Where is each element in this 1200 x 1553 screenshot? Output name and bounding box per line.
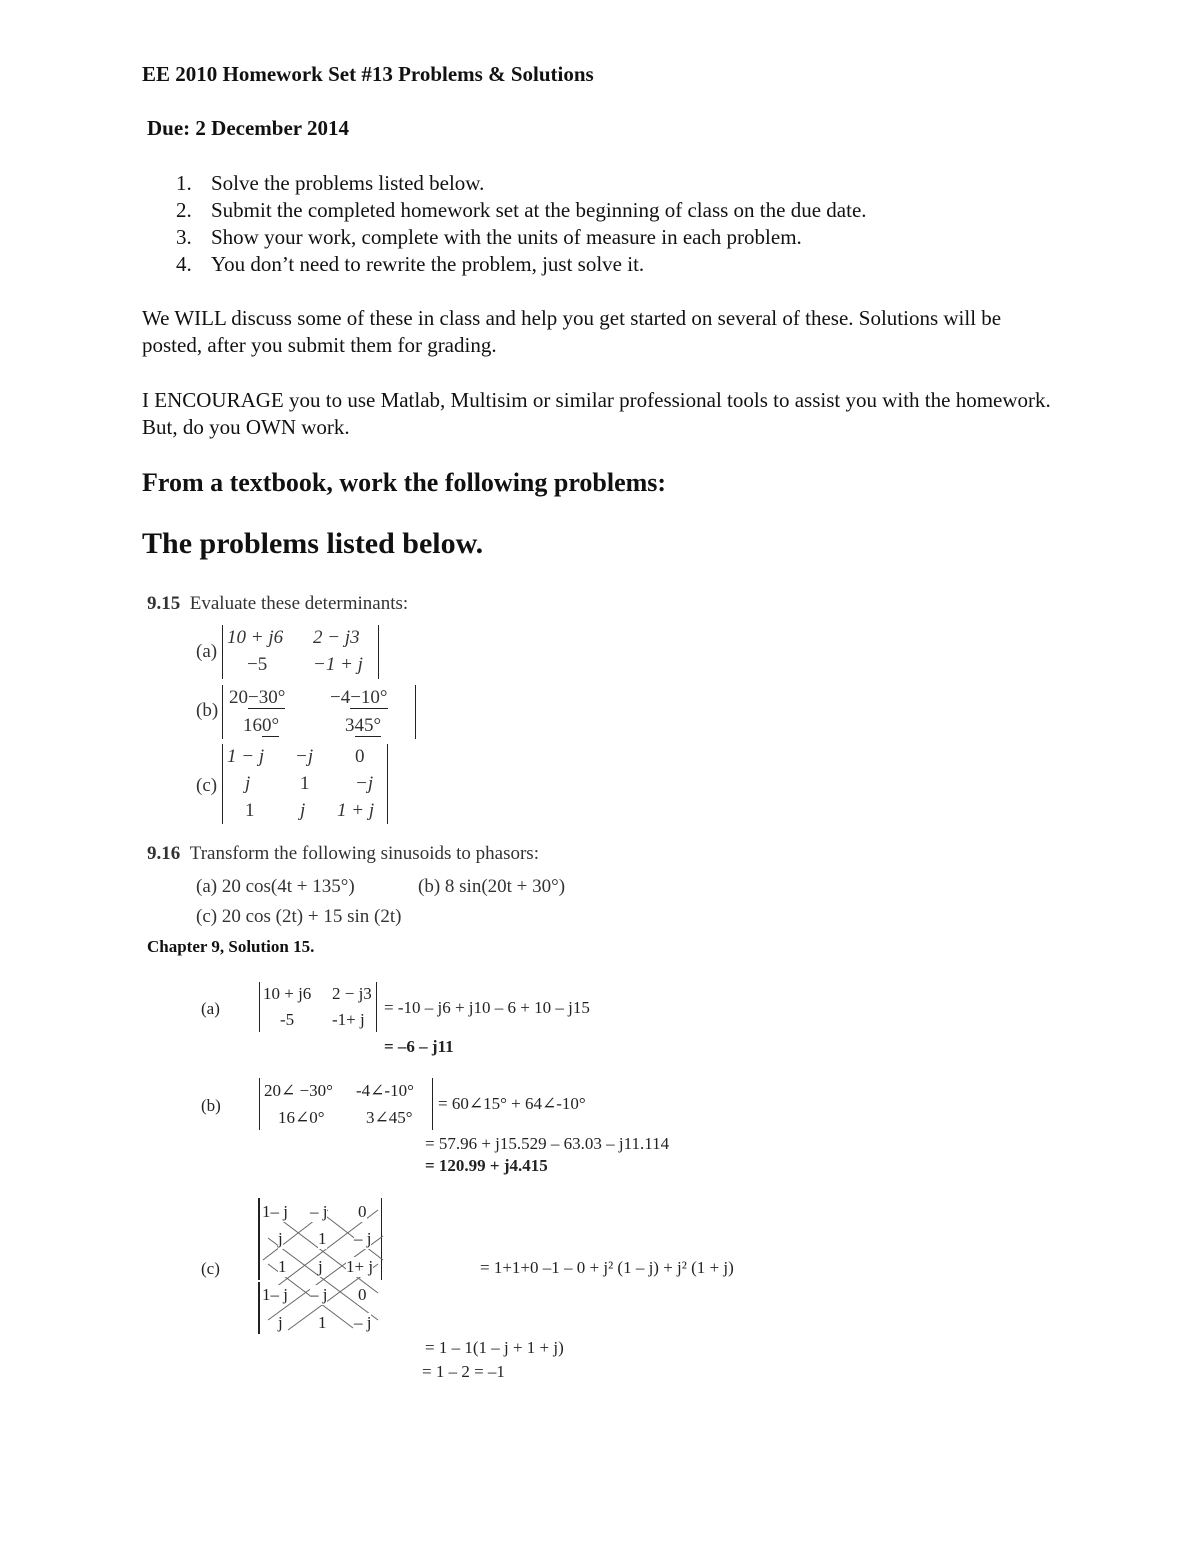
problem-text: Transform the following sinusoids to phasors:: [189, 843, 539, 864]
matrix-cell: 3∠45°: [366, 1108, 413, 1127]
list-item: [176, 170, 867, 197]
problem-9-15: [147, 593, 408, 615]
matrix-cell: [229, 687, 285, 709]
part-label: (b): [196, 700, 219, 721]
angle: 45°: [354, 715, 382, 736]
matrix-cell: – j: [310, 1202, 328, 1221]
angle: −10°: [350, 687, 388, 708]
solution-result: = 1 – 2 = –1: [422, 1362, 505, 1381]
angle: −30°: [248, 687, 286, 708]
item-text: You don’t need to rewrite the problem, just solve it.: [211, 252, 645, 276]
matrix-cell: 0: [358, 1285, 367, 1304]
magnitude: 20: [229, 687, 248, 708]
matrix-cell: 2 − j3: [332, 984, 372, 1003]
matrix-cell: j: [245, 773, 251, 794]
magnitude: −4: [330, 687, 351, 708]
problems-heading: The problems listed below.: [142, 527, 484, 560]
magnitude: 16: [243, 715, 262, 736]
problem-number: 9.15: [147, 593, 181, 614]
matrix-cell: j: [278, 1313, 283, 1332]
page-title: EE 2010 Homework Set #13 Problems & Solutions: [142, 62, 594, 86]
tools-paragraph: I ENCOURAGE you to use Matlab, Multisim or similar professional tools to assist you with the homework. But, do you OWN work.: [142, 388, 1051, 439]
solution-line: = 57.96 + j15.529 – 63.03 – j11.114: [425, 1134, 670, 1153]
matrix-cell: 1: [300, 773, 310, 794]
part-a: (a) 20 cos(4t + 135°): [196, 876, 355, 897]
matrix-cell: 0: [355, 746, 365, 767]
due-date: Due: 2 December 2014: [147, 116, 349, 140]
matrix-cell: 10 + j6: [263, 984, 312, 1003]
part-label: (b): [201, 1096, 221, 1115]
matrix-cell: −j: [355, 773, 374, 794]
matrix-cell: 0: [358, 1202, 367, 1221]
matrix-cell: 2 − j3: [313, 627, 360, 648]
matrix-cell: −j: [295, 746, 314, 767]
matrix-cell: [243, 715, 279, 737]
matrix-cell: j: [318, 1257, 323, 1276]
matrix-cell: 1 + j: [337, 800, 375, 821]
matrix-cell: [330, 687, 388, 709]
matrix-cell: -5: [280, 1010, 295, 1029]
item-number: 4.: [176, 252, 192, 276]
item-number: 3.: [176, 225, 192, 249]
angle: 0°: [262, 715, 280, 736]
discussion-paragraph: We WILL discuss some of these in class and help you get started on several of these. Solutions will be posted, after you submit them for grading.: [142, 306, 1002, 357]
determinant-b: [222, 685, 416, 739]
matrix-cell: 16∠0°: [278, 1108, 325, 1127]
part-label: (a): [196, 641, 218, 662]
instruction-list: [176, 170, 867, 278]
solution-determinant-a: [259, 982, 377, 1032]
matrix-cell: – j: [354, 1229, 372, 1248]
list-item: [176, 224, 867, 251]
matrix-cell: 1: [278, 1257, 287, 1276]
matrix-cell: – j: [354, 1313, 372, 1332]
item-text: Show your work, complete with the units of measure in each problem.: [211, 225, 802, 249]
magnitude: 3: [345, 715, 355, 736]
solution-result: = 120.99 + j4.415: [425, 1156, 548, 1175]
solution-determinant-b: [259, 1078, 433, 1130]
determinant-c: [222, 744, 388, 824]
part-label: (c): [201, 1259, 220, 1278]
item-text: Submit the completed homework set at the beginning of class on the due date.: [211, 198, 867, 222]
matrix-cell: j: [278, 1229, 283, 1248]
matrix-cell: 1– j: [262, 1202, 288, 1221]
item-number: 2.: [176, 198, 192, 222]
textbook-heading: From a textbook, work the following problems:: [142, 468, 667, 497]
matrix-cell: j: [300, 800, 306, 821]
matrix-cell: 1: [245, 800, 255, 821]
matrix-cell: −5: [247, 654, 268, 675]
solution-determinant-c: [258, 1198, 388, 1338]
solution-result: = –6 – j11: [384, 1037, 454, 1056]
solution-line: = 60∠15° + 64∠-10°: [438, 1094, 586, 1113]
matrix-cell: 1+ j: [346, 1257, 374, 1276]
solution-line: = -10 – j6 + j10 – 6 + 10 – j15: [384, 998, 590, 1017]
matrix-cell: 1 − j: [227, 746, 265, 767]
problem-9-16: [147, 843, 539, 865]
matrix-cell: – j: [310, 1285, 328, 1304]
problem-number: 9.16: [147, 843, 181, 864]
part-label: (c): [196, 775, 218, 796]
matrix-cell: [345, 715, 381, 737]
problem-text: Evaluate these determinants:: [189, 593, 409, 614]
list-item: [176, 251, 867, 278]
matrix-cell: 10 + j6: [227, 627, 284, 648]
part-b: (b) 8 sin(20t + 30°): [418, 876, 566, 897]
matrix-cell: −1 + j: [313, 654, 363, 675]
part-label: (a): [201, 999, 220, 1018]
determinant-a: [222, 625, 379, 679]
item-number: 1.: [176, 171, 192, 195]
part-c: (c) 20 cos (2t) + 15 sin (2t): [196, 906, 402, 927]
matrix-cell: 20∠ −30°: [264, 1081, 333, 1100]
list-item: [176, 197, 867, 224]
item-text: Solve the problems listed below.: [211, 171, 485, 195]
matrix-cell: -4∠-10°: [356, 1081, 414, 1100]
solution-line: = 1 – 1(1 – j + 1 + j): [425, 1338, 564, 1357]
matrix-cell: 1: [318, 1229, 327, 1248]
matrix-cell: -1+ j: [332, 1010, 365, 1029]
solution-line: = 1+1+0 –1 – 0 + j² (1 – j) + j² (1 + j): [480, 1258, 734, 1277]
solution-title: Chapter 9, Solution 15.: [147, 937, 315, 956]
matrix-cell: 1: [318, 1313, 327, 1332]
matrix-cell: 1– j: [262, 1285, 288, 1304]
